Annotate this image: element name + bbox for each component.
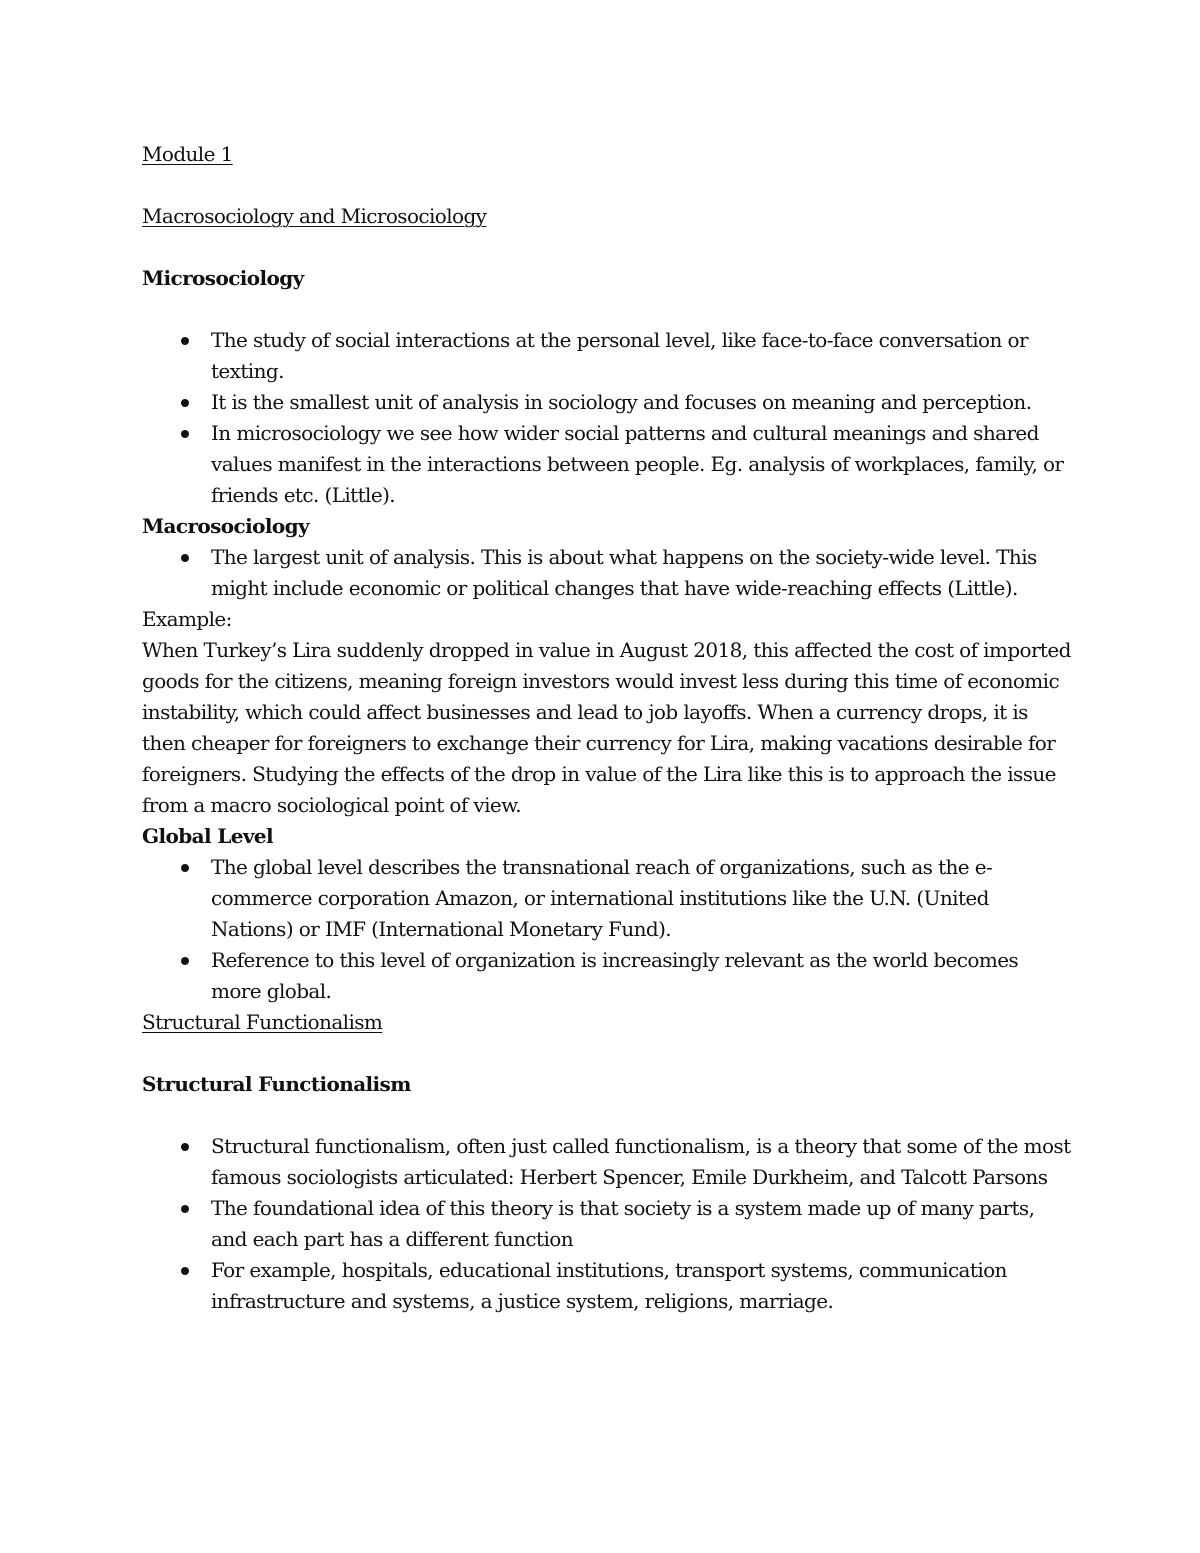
- list-item: The largest unit of analysis. This is about what happens on the society-wide level. This might include economic or political changes that have wide-reaching effects (Little).: [142, 542, 1072, 604]
- global-bullet-list: [142, 852, 1072, 1007]
- heading-global-level: Global Level: [142, 824, 274, 848]
- spacer: [142, 170, 1072, 201]
- heading-microsociology: Microsociology: [142, 266, 304, 290]
- list-item: The foundational idea of this theory is that society is a system made up of many parts, and each part has a different function: [142, 1193, 1072, 1255]
- example-paragraph: When Turkey’s Lira suddenly dropped in value in August 2018, this affected the cost of imported goods for the citizens, meaning foreign investors would invest less during this time of economic instability, which could affect businesses and lead to job layoffs. When a currency drops, it is then cheaper for foreigners to exchange their currency for Lira, making vacations desirable for foreigners. Studying the effects of the drop in value of the Lira like this is to approach the issue from a macro sociological point of view.: [142, 638, 1071, 817]
- list-item: For example, hospitals, educational institutions, transport systems, communication infrastructure and systems, a justice system, religions, marriage.: [142, 1255, 1072, 1317]
- document-body: [142, 139, 1072, 1317]
- section-title-macro-micro: Macrosociology and Microsociology: [142, 204, 487, 228]
- section-title-structural: Structural Functionalism: [142, 1010, 383, 1034]
- list-item: The global level describes the transnational reach of organizations, such as the e-commerce corporation Amazon, or international institutions like the U.N. (United Nations) or IMF (International Monetary Fund).: [142, 852, 1072, 945]
- heading-structural-functionalism: Structural Functionalism: [142, 1072, 411, 1096]
- spacer: [142, 294, 1072, 325]
- module-title: Module 1: [142, 142, 233, 166]
- spacer: [142, 232, 1072, 263]
- micro-bullet-list: [142, 325, 1072, 511]
- heading-macrosociology: Macrosociology: [142, 514, 310, 538]
- structural-bullet-list: [142, 1131, 1072, 1317]
- example-label: Example:: [142, 607, 232, 631]
- spacer: [142, 1100, 1072, 1131]
- list-item: It is the smallest unit of analysis in sociology and focuses on meaning and perception.: [142, 387, 1072, 418]
- list-item: In microsociology we see how wider social patterns and cultural meanings and shared values manifest in the interactions between people. Eg. analysis of workplaces, family, or friends etc. (Little).: [142, 418, 1072, 511]
- list-item: Structural functionalism, often just called functionalism, is a theory that some of the most famous sociologists articulated: Herbert Spencer, Emile Durkheim, and Talcott Parsons: [142, 1131, 1072, 1193]
- spacer: [142, 1038, 1072, 1069]
- macro-bullet-list: [142, 542, 1072, 604]
- list-item: The study of social interactions at the personal level, like face-to-face conversation or texting.: [142, 325, 1072, 387]
- list-item: Reference to this level of organization is increasingly relevant as the world becomes more global.: [142, 945, 1072, 1007]
